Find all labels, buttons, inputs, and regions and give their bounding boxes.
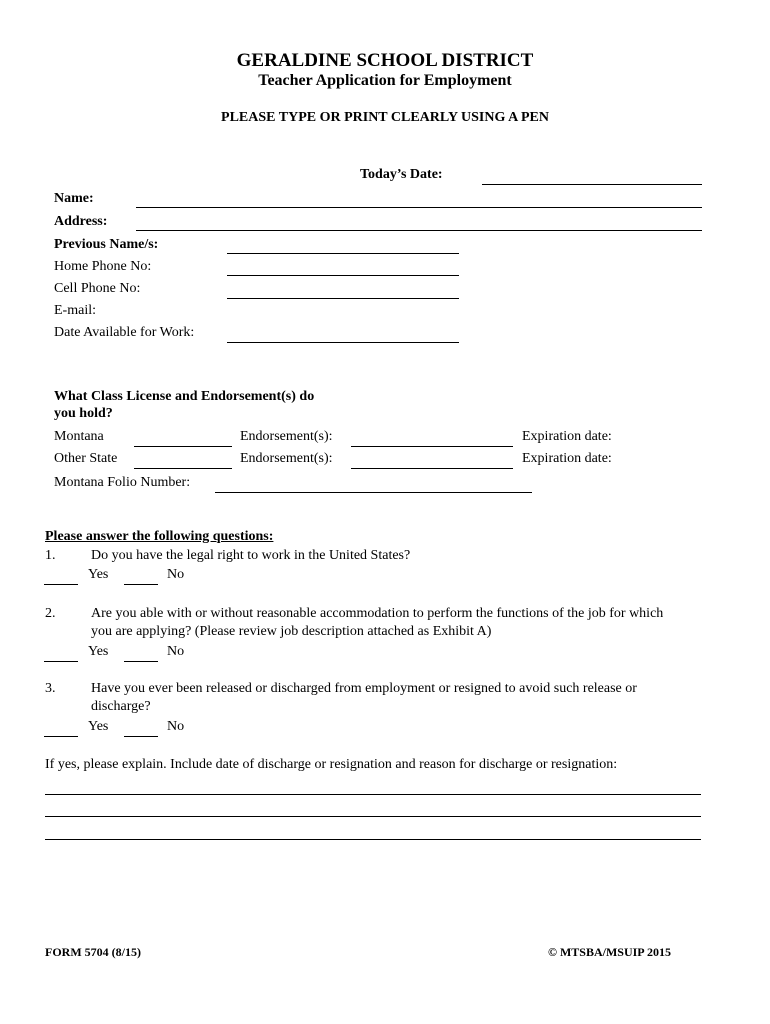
date-available-label: Date Available for Work: xyxy=(54,325,195,340)
q3-yes-blank[interactable] xyxy=(44,736,78,737)
license-question-line2: you hold? xyxy=(54,406,113,421)
cell-phone-label: Cell Phone No: xyxy=(54,281,141,296)
other-state-label: Other State xyxy=(54,451,118,466)
q1-yes-blank[interactable] xyxy=(44,584,78,585)
montana-expiration-label: Expiration date: xyxy=(522,429,612,444)
q2-yes-blank[interactable] xyxy=(44,661,78,662)
todays-date-label: Today’s Date: xyxy=(360,167,443,182)
q2-no-label: No xyxy=(167,644,185,659)
previous-names-field[interactable] xyxy=(227,253,459,254)
q1-text: Do you have the legal right to work in the United States? xyxy=(91,548,411,563)
home-phone-label: Home Phone No: xyxy=(54,259,152,274)
copyright: © MTSBA/MSUIP 2015 xyxy=(548,945,671,959)
q3-text-line1: Have you ever been released or discharged from employment or resigned to avoid such release or xyxy=(91,681,637,696)
q3-text-line2: discharge? xyxy=(91,699,151,714)
form-title: Teacher Application for Employment xyxy=(258,72,512,89)
q1-number: 1. xyxy=(45,548,56,563)
other-state-endorsement-label: Endorsement(s): xyxy=(240,451,333,466)
q2-no-blank[interactable] xyxy=(124,661,158,662)
explain-line-1[interactable] xyxy=(45,794,701,795)
montana-endorsement-label: Endorsement(s): xyxy=(240,429,333,444)
q2-number: 2. xyxy=(45,606,56,621)
explain-prompt: If yes, please explain. Include date of discharge or resignation and reason for discharge or resignation: xyxy=(45,757,618,772)
q2-text-line1: Are you able with or without reasonable accommodation to perform the functions of the job for which xyxy=(91,606,664,621)
form-instruction: PLEASE TYPE OR PRINT CLEARLY USING A PEN xyxy=(221,110,549,125)
district-title: GERALDINE SCHOOL DISTRICT xyxy=(236,50,534,71)
name-label: Name: xyxy=(54,191,94,206)
name-field[interactable] xyxy=(136,207,702,208)
montana-endorsement-field[interactable] xyxy=(351,446,513,447)
q1-yes-label: Yes xyxy=(88,567,109,582)
q1-no-blank[interactable] xyxy=(124,584,158,585)
q2-text-line2: you are applying? (Please review job description attached as Exhibit A) xyxy=(91,624,492,639)
cell-phone-field[interactable] xyxy=(227,298,459,299)
q1-no-label: No xyxy=(167,567,185,582)
home-phone-field[interactable] xyxy=(227,275,459,276)
other-state-endorsement-field[interactable] xyxy=(351,468,513,469)
date-available-field[interactable] xyxy=(227,342,459,343)
q3-yes-label: Yes xyxy=(88,719,109,734)
email-label: E-mail: xyxy=(54,303,96,318)
license-question-line1: What Class License and Endorsement(s) do xyxy=(54,389,315,404)
address-field[interactable] xyxy=(136,230,702,231)
questions-heading: Please answer the following questions: xyxy=(45,529,274,544)
q3-number: 3. xyxy=(45,681,56,696)
previous-names-label: Previous Name/s: xyxy=(54,237,159,252)
todays-date-field[interactable] xyxy=(482,184,702,185)
other-state-license-field[interactable] xyxy=(134,468,232,469)
montana-license-field[interactable] xyxy=(134,446,232,447)
montana-label: Montana xyxy=(54,429,104,444)
folio-field[interactable] xyxy=(215,492,532,493)
form-number: FORM 5704 (8/15) xyxy=(45,945,141,959)
explain-line-3[interactable] xyxy=(45,839,701,840)
other-state-expiration-label: Expiration date: xyxy=(522,451,612,466)
q3-no-blank[interactable] xyxy=(124,736,158,737)
q3-no-label: No xyxy=(167,719,185,734)
folio-label: Montana Folio Number: xyxy=(54,475,191,490)
explain-line-2[interactable] xyxy=(45,816,701,817)
address-label: Address: xyxy=(54,214,108,229)
q2-yes-label: Yes xyxy=(88,644,109,659)
